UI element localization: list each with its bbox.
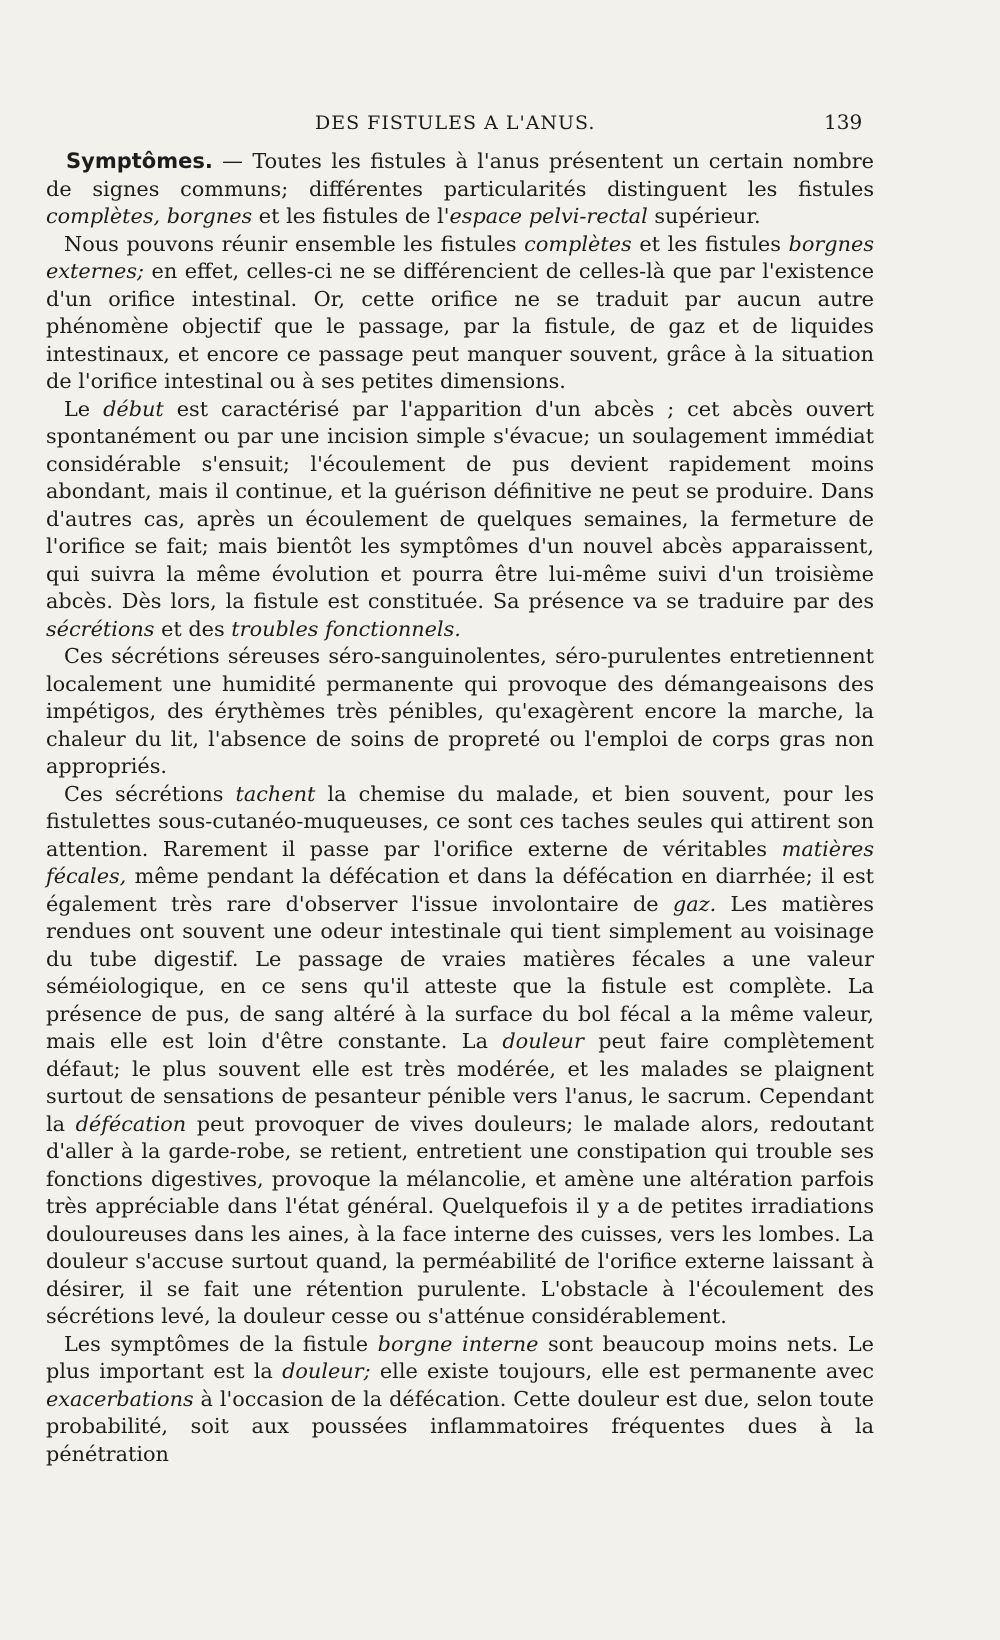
text-run: en effet, celles-ci ne se différencient de celles-là que par l'existence d'un orifice intestinal. Or, cette orifice ne se traduit par aucun autre phénomène objectif que le passage, par la fistule, de gaz et de liquides intestinaux, et encore ce passage peut manquer souvent, grâce à la situation de l'orifice intestinal ou à ses petites dimensions. bbox=[46, 259, 874, 393]
text-run: Toutes les fistules à l'anus présentent un certain nombre de signes communs; différentes particularités distinguent les fistules bbox=[46, 149, 874, 201]
heading-dash: — bbox=[212, 149, 253, 173]
text-run: sont beaucoup moins nets. Le plus important est la bbox=[46, 1331, 874, 1383]
body-text bbox=[46, 148, 874, 1468]
italic-run: douleur bbox=[502, 1029, 584, 1053]
text-run: est caractérisé par l'apparition d'un abcès ; cet abcès ouvert spontanément ou par une incision simple s'évacue; un soulagement immédiat considérable s'ensuit; l'écoulement de pus devient rapidement moins abondant, mais il continue, et la guérison définitive ne peut se produire. Dans d'autres cas, après un écoulement de quelques semaines, la fermeture de l'orifice se fait; mais bientôt les symptômes d'un nouvel abcès apparaissent, qui suivra la même évolution et pourra être lui-même suivi d'un troisième abcès. Dès lors, la fistule est constituée. Sa présence va se traduire par des bbox=[46, 396, 874, 613]
section-heading: Symptômes. bbox=[66, 149, 213, 173]
text-run: peut faire complètement défaut; le plus souvent elle est très modérée, et les malades se plaignent surtout de sensations de pesanteur pénible vers l'anus, le sacrum. Cependant la bbox=[46, 1029, 874, 1136]
text-run: Ces sécrétions séreuses séro-sanguinolentes, séro-purulentes entretiennent localement une humidité permanente qui provoque des démangeaisons des impétigos, des érythèmes très pénibles, qu'exagèrent encore la marche, la chaleur du lit, l'absence de soins de propreté ou l'emploi de corps gras non appropriés. bbox=[46, 644, 874, 778]
italic-run: troubles fonctionnels. bbox=[231, 616, 461, 641]
text-run: et des bbox=[154, 616, 232, 641]
text-run: Les matières rendues ont souvent une odeur intestinale qui tient simplement au voisinage du tube digestif. Le passage de vraies matières fécales a une valeur séméiologique, en ce sens qu'il atteste que la fistule est complète. La présence de pus, de sang altéré à la surface du bol fécal a la même valeur, mais elle est loin d'être constante. La bbox=[46, 891, 874, 1053]
paragraph-6 bbox=[46, 1331, 874, 1469]
paragraph-5 bbox=[46, 781, 874, 1331]
text-run: Ces sécrétions bbox=[64, 781, 236, 806]
text-run: même pendant la défécation et dans la défécation en diarrhée; il est également très rare d'observer l'issue involontaire de bbox=[46, 864, 874, 916]
text-run: elle existe toujours, elle est permanente avec bbox=[370, 1359, 874, 1383]
text-run: Nous pouvons réunir ensemble les fistules bbox=[64, 231, 525, 256]
italic-run: exacerbations bbox=[46, 1386, 194, 1411]
text-run: Les symptômes de la fistule bbox=[64, 1331, 378, 1356]
italic-run: début bbox=[103, 396, 164, 421]
text-run: supérieur. bbox=[647, 204, 761, 228]
italic-run: gaz. bbox=[672, 891, 717, 916]
paragraph-4 bbox=[46, 643, 874, 781]
italic-run: défécation bbox=[75, 1111, 187, 1136]
italic-run: espace pelvi-rectal bbox=[449, 204, 648, 228]
text-run: et les fistules de l' bbox=[252, 204, 450, 228]
text-run: Le bbox=[64, 396, 104, 421]
text-run: la chemise du malade, et bien souvent, pour les fistulettes sous-cutanéo-muqueuses, ce sont ces taches seules qui attirent son attention. Rarement il passe par l'orifice externe de véritables bbox=[46, 781, 874, 861]
italic-run: douleur; bbox=[282, 1359, 371, 1383]
italic-run: borgnes externes; bbox=[46, 231, 874, 283]
text-run: et les fistules bbox=[631, 231, 789, 256]
running-head bbox=[0, 112, 1000, 140]
italic-run: tachent bbox=[235, 781, 316, 806]
italic-run: complètes bbox=[524, 231, 632, 256]
paragraph-1 bbox=[46, 148, 874, 231]
text-run: à l'occasion de la défécation. Cette douleur est due, selon toute probabilité, soit aux poussées inflammatoires fréquentes dues à la pénétration bbox=[46, 1386, 874, 1466]
paragraph-3 bbox=[46, 396, 874, 644]
italic-run: matières fécales, bbox=[46, 836, 874, 888]
paragraph-2 bbox=[46, 231, 874, 396]
running-title: DES FISTULES A L'ANUS. bbox=[315, 112, 596, 134]
italic-run: sécrétions bbox=[46, 616, 155, 641]
italic-run: complètes, borgnes bbox=[46, 204, 253, 228]
italic-run: borgne interne bbox=[377, 1331, 539, 1356]
page-number: 139 bbox=[824, 110, 863, 134]
text-run: peut provoquer de vives douleurs; le malade alors, redoutant d'aller à la garde-robe, se retient, entretient une constipation qui trouble ses fonctions digestives, provoque la mélancolie, et amène une altération parfois très appréciable dans l'état général. Quelquefois il y a de petites irradiations douloureuses dans les aines, à la face interne des cuisses, vers les lombes. La douleur s'accuse surtout quand, la perméabilité de l'orifice externe laissant à désirer, il se fait une rétention purulente. L'obstacle à l'écoulement des sécrétions levé, la douleur cesse ou s'atténue considérablement. bbox=[46, 1111, 874, 1328]
